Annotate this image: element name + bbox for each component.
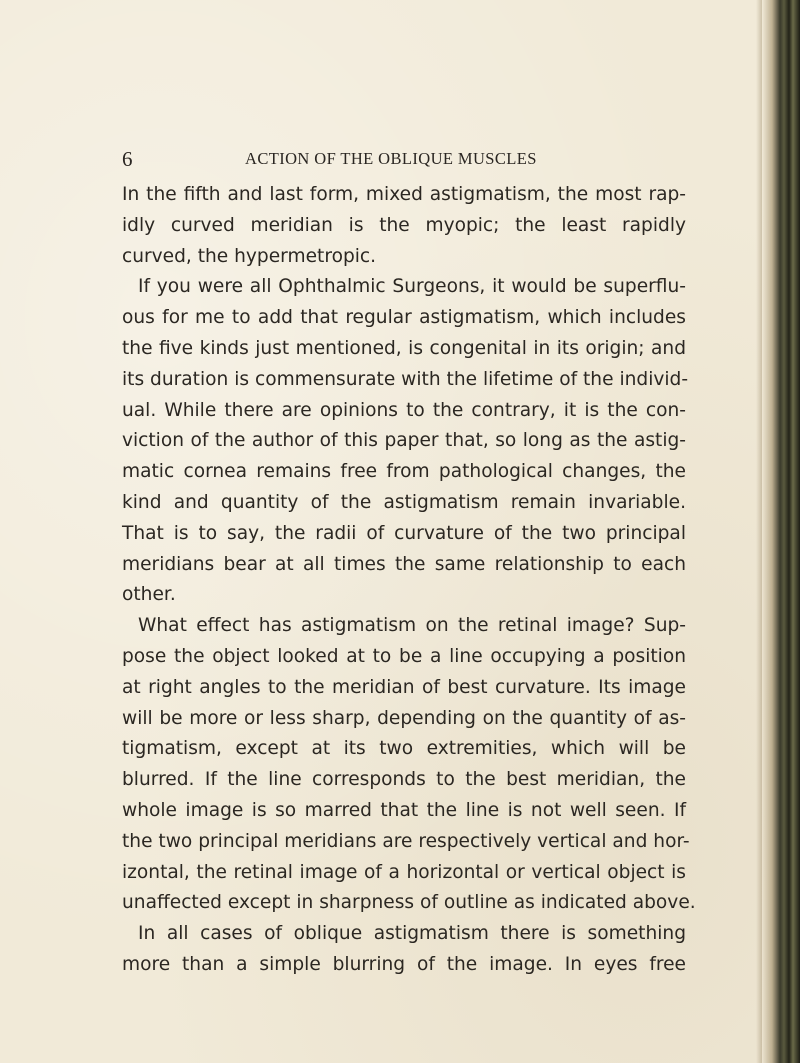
text-line: unaffected except in sharpness of outline as indicated above.	[122, 892, 696, 914]
text-line: tigmatism, except at its two extremities, which will be	[122, 738, 686, 760]
text-line: In all cases of oblique astigmatism there is something	[138, 923, 686, 945]
text-line: izontal, the retinal image of a horizontal or vertical object is	[122, 861, 686, 883]
running-title: ACTION OF THE OBLIQUE MUSCLES	[245, 149, 537, 168]
text-line: curved, the hypermetropic.	[122, 245, 377, 267]
text-line: the two principal meridians are respectively vertical and hor-	[122, 830, 690, 852]
text-line: more than a simple blurring of the image. In eyes free	[122, 953, 686, 975]
text-line: will be more or less sharp, depending on the quantity of as-	[122, 707, 686, 729]
text-line: other.	[122, 584, 176, 606]
page-number: 6	[122, 147, 133, 171]
text-line: That is to say, the radii of curvature of the two principal	[122, 522, 686, 544]
text-line: idly curved meridian is the myopic; the least rapidly	[122, 214, 686, 236]
page-header	[122, 144, 682, 174]
text-line: the five kinds just mentioned, is congenital in its origin; and	[122, 337, 686, 359]
text-line: In the fifth and last form, mixed astigmatism, the most rap-	[122, 184, 686, 205]
body-text	[122, 180, 696, 981]
text-line: its duration is commensurate with the lifetime of the individ-	[122, 368, 689, 390]
text-line: viction of the author of this paper that, so long as the astig-	[122, 430, 686, 452]
text-line: If you were all Ophthalmic Surgeons, it would be superflu-	[138, 276, 686, 298]
book-binding-edge	[762, 0, 800, 1063]
text-line: at right angles to the meridian of best curvature. Its image	[122, 676, 686, 698]
text-line: ual. While there are opinions to the contrary, it is the con-	[122, 399, 686, 421]
text-line: ous for me to add that regular astigmatism, which includes	[122, 307, 686, 329]
text-line: meridians bear at all times the same relationship to each	[122, 553, 686, 575]
text-line: kind and quantity of the astigmatism remain invariable.	[122, 491, 686, 513]
text-line: What effect has astigmatism on the retinal image? Sup-	[138, 615, 686, 637]
text-line: whole image is so marred that the line is not well seen. If	[122, 799, 686, 821]
text-line: matic cornea remains free from pathological changes, the	[122, 461, 686, 483]
text-line: pose the object looked at to be a line occupying a position	[122, 645, 686, 667]
text-line: blurred. If the line corresponds to the best meridian, the	[122, 769, 686, 791]
